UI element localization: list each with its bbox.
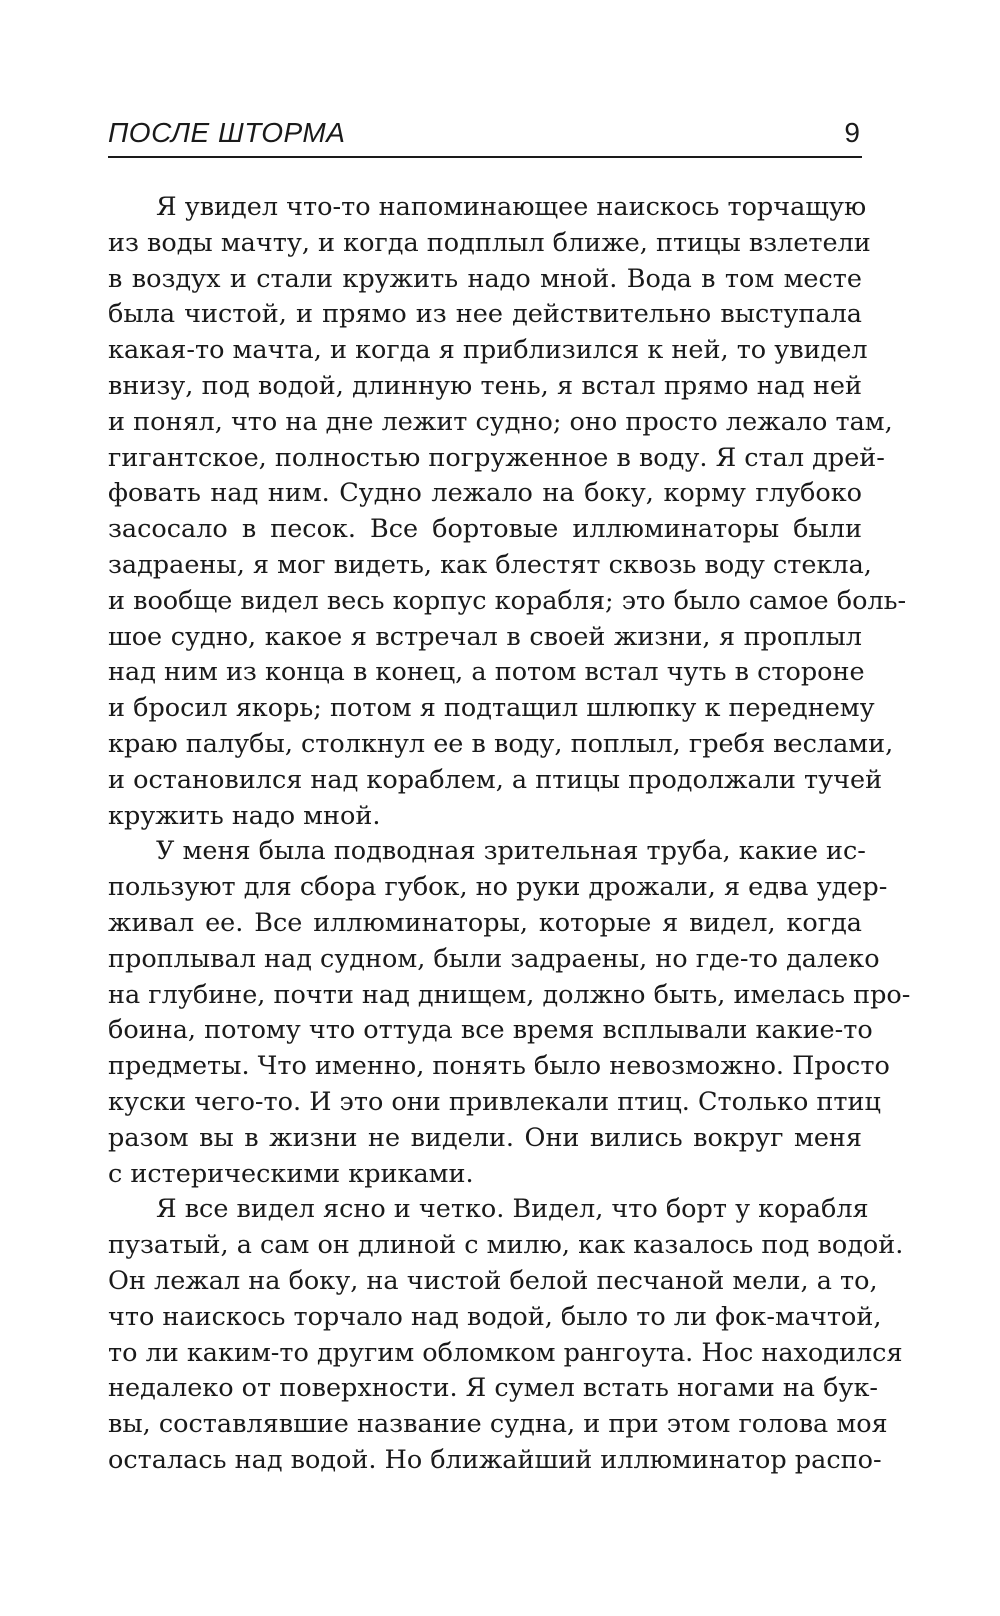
text-line: какая-то мачта, и когда я приблизился к ней, то увидел: [108, 335, 868, 366]
chapter-title: ПОСЛЕ ШТОРМА: [108, 117, 346, 148]
text-line: кружить надо мной.: [108, 800, 381, 831]
text-line: то ли каким-то другим обломком рангоута. Нос находился: [108, 1337, 903, 1368]
text-line: гигантское, полностью погруженное в воду. Я стал дрей-: [108, 442, 885, 473]
text-line: и вообще видел весь корпус корабля; это было самое боль-: [108, 585, 907, 616]
text-line: и бросил якорь; потом я подтащил шлюпку к переднему: [108, 693, 875, 724]
text-line: и понял, что на дне лежит судно; оно просто лежало там,: [108, 406, 893, 437]
text-line: с истерическими криками.: [108, 1158, 474, 1189]
running-header: [108, 112, 862, 158]
text-line: над ним из конца в конец, а потом встал чуть в стороне: [108, 657, 865, 688]
text-line: осталась над водой. Но ближайший иллюминатор распо-: [108, 1444, 882, 1475]
text-line: боина, потому что оттуда все время всплывали какие-то: [108, 1015, 873, 1046]
text-line: пользуют для сбора губок, но руки дрожали, я едва удер-: [108, 872, 888, 903]
text-line: внизу, под водой, длинную тень, я встал прямо над ней: [108, 370, 862, 401]
text-line: в воздух и стали кружить надо мной. Вода в том месте: [108, 263, 862, 294]
paragraph: [108, 1192, 904, 1478]
text-line: шое судно, какое я встречал в своей жизни, я проплыл: [108, 621, 862, 652]
text-line: на глубине, почти над днищем, должно быть, имелась про-: [108, 979, 911, 1010]
text-line: разом вы в жизни не видели. Они вились вокруг меня: [108, 1122, 862, 1153]
text-line: живал ее. Все иллюминаторы, которые я видел, когда: [108, 907, 862, 938]
paragraph: [108, 190, 907, 834]
text-line: куски чего-то. И это они привлекали птиц. Столько птиц: [108, 1086, 881, 1117]
text-line: из воды мачту, и когда подплыл ближе, птицы взлетели: [108, 227, 871, 258]
text-line: фовать над ним. Судно лежало на боку, корму глубоко: [108, 478, 862, 509]
text-line: вы, составлявшие название судна, и при этом голова моя: [108, 1409, 888, 1440]
text-line: Я увидел что-то напоминающее наискось торчащую: [156, 192, 867, 222]
text-line: пузатый, а сам он длиной с милю, как казалось под водой.: [108, 1230, 904, 1261]
text-line: недалеко от поверхности. Я сумел встать ногами на бук-: [108, 1373, 879, 1404]
text-line: Я все видел ясно и четко. Видел, что борт у корабля: [156, 1194, 869, 1225]
text-line: засосало в песок. Все бортовые иллюминаторы были: [108, 514, 862, 545]
body-text: [108, 190, 911, 1479]
text-line: была чистой, и прямо из нее действительно выступала: [108, 299, 862, 330]
text-line: что наискось торчало над водой, было то ли фок-мачтой,: [108, 1301, 882, 1332]
page-number: 9: [844, 117, 860, 148]
text-line: Он лежал на боку, на чистой белой песчаной мели, а то,: [108, 1265, 878, 1296]
text-line: предметы. Что именно, понять было невозможно. Просто: [108, 1051, 890, 1082]
text-line: и остановился над кораблем, а птицы продолжали тучей: [108, 764, 883, 795]
text-line: проплывал над судном, были задраены, но где-то далеко: [108, 943, 880, 974]
text-line: краю палубы, столкнул ее в воду, поплыл, гребя веслами,: [108, 728, 894, 759]
text-line: задраены, я мог видеть, как блестят сквозь воду стекла,: [108, 549, 872, 580]
paragraph: [108, 834, 911, 1192]
text-line: У меня была подводная зрительная труба, какие ис-: [156, 836, 866, 867]
